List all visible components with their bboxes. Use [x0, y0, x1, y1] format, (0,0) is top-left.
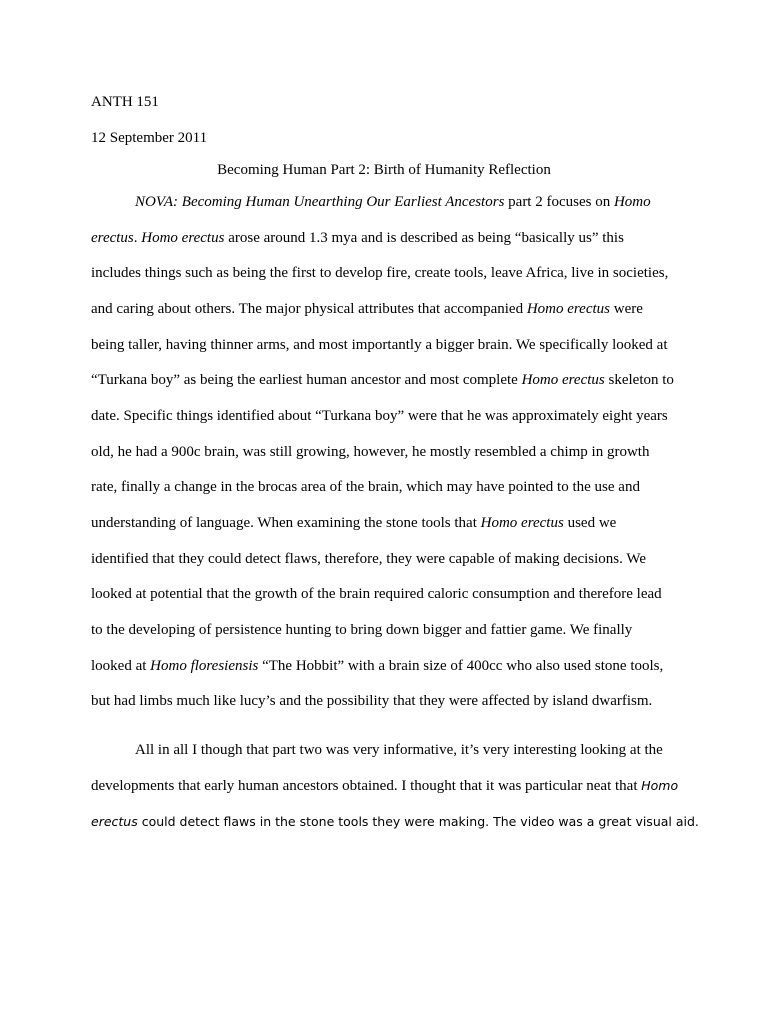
- paragraph2-line1: All in all I though that part two was very informative, it’s very interesting looking at the: [135, 742, 663, 758]
- paragraph1-line3: includes things such as being the first to develop fire, create tools, leave Africa, live in societies,: [91, 265, 669, 281]
- paragraph1-line8: old, he had a 900c brain, was still growing, however, he mostly resembled a chimp in growth: [91, 444, 650, 460]
- paragraph1-line7: date. Specific things identified about “Turkana boy” were that he was approximately eight years: [91, 408, 668, 424]
- paragraph1-line4: and caring about others. The major physical attributes that accompanied Homo erectus were: [91, 301, 643, 317]
- paragraph1-line6: “Turkana boy” as being the earliest human ancestor and most complete Homo erectus skeleton to: [91, 372, 674, 388]
- paragraph1-line12: looked at potential that the growth of the brain required caloric consumption and therefore lead: [91, 586, 662, 602]
- film-title: NOVA: Becoming Human Unearthing Our Earliest Ancestors: [135, 194, 505, 210]
- paragraph1-line13: to the developing of persistence hunting to bring down bigger and fattier game. We finally: [91, 622, 633, 638]
- paragraph1-line9: rate, finally a change in the brocas area of the brain, which may have pointed to the use and: [91, 479, 640, 495]
- paragraph1-line5: being taller, having thinner arms, and most importantly a bigger brain. We specifically looked at: [91, 337, 668, 353]
- document-title: Becoming Human Part 2: Birth of Humanity Reflection: [217, 162, 551, 178]
- paragraph1-line2: erectus. Homo erectus arose around 1.3 mya and is described as being “basically us” this: [91, 230, 624, 246]
- paragraph1-line14: looked at Homo floresiensis “The Hobbit” with a brain size of 400cc who also used stone tools,: [91, 658, 664, 674]
- document-date: 12 September 2011: [91, 130, 208, 146]
- paragraph1-line1: NOVA: Becoming Human Unearthing Our Earliest Ancestors part 2 focuses on Homo: [135, 194, 651, 210]
- paragraph1-line11: identified that they could detect flaws, therefore, they were capable of making decisions. We: [91, 551, 646, 567]
- paragraph1-line10: understanding of language. When examining the stone tools that Homo erectus used we: [91, 515, 617, 531]
- course-code: ANTH 151: [91, 94, 159, 110]
- paragraph2-line3: erectus could detect flaws in the stone tools they were making. The video was a great visual aid.: [91, 814, 699, 829]
- paragraph2-line2: developments that early human ancestors obtained. I thought that it was particular neat that Homo: [91, 778, 679, 794]
- paragraph1-line15: but had limbs much like lucy’s and the possibility that they were affected by island dwarfism.: [91, 693, 653, 709]
